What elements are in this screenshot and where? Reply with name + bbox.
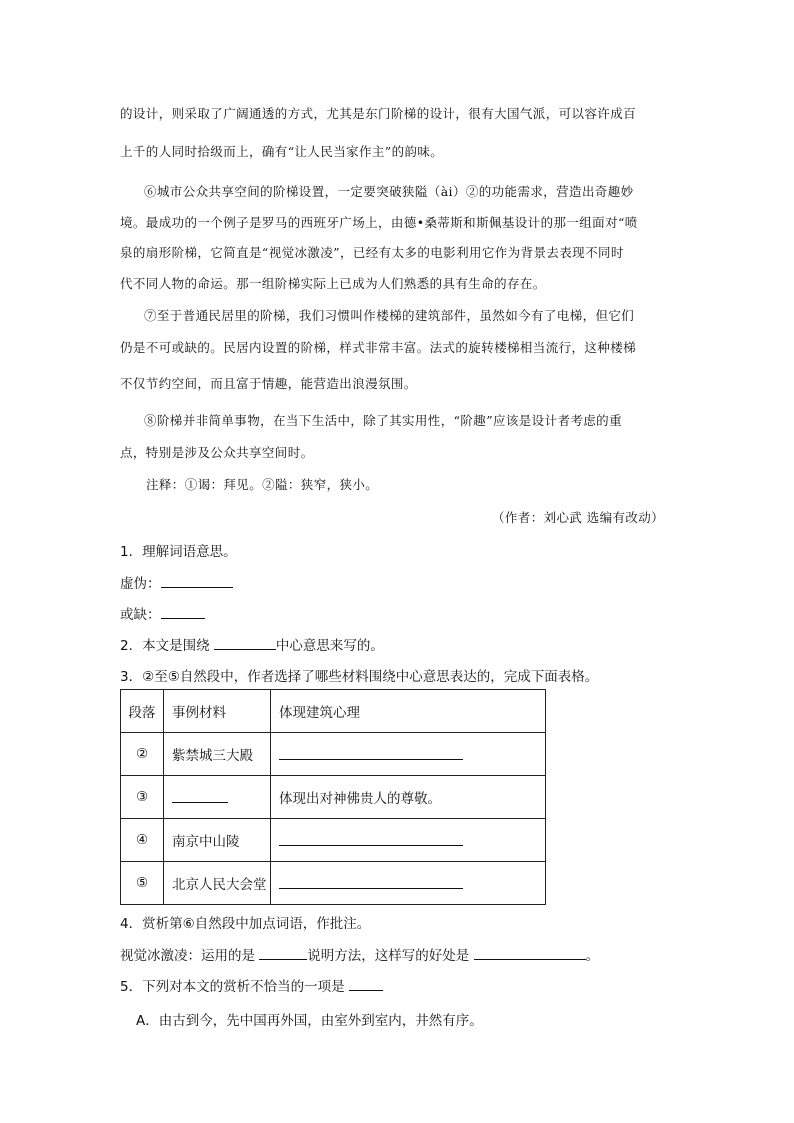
header-psychology: 体现建筑心理 xyxy=(271,690,546,733)
passage-line: 境。最成功的一个例子是罗马的西班牙广场上，由德•桑蒂斯和斯佩基设计的那一组面对“喷 xyxy=(120,215,638,230)
author-credit: （作者：刘心武 选编有改动） xyxy=(492,510,665,525)
paragraph-cell xyxy=(121,733,164,776)
q1a-label: 虚伪： xyxy=(120,576,161,592)
header-paragraph: 段落 xyxy=(121,690,164,733)
passage-line: 仍是不可或缺的。民居内设置的阶梯，样式非常丰富。法式的旋转楼梯相当流行，这种楼梯 xyxy=(120,340,637,355)
q3-circle-2: ② xyxy=(142,669,155,685)
passage-line: ⑧阶梯并非简单事物，在当下生活中，除了其实用性，“阶趣”应该是设计者考虑的重 xyxy=(144,413,622,428)
question-4-line xyxy=(120,944,599,964)
q5-label: 5．下列对本文的赏析不恰当的一项是 xyxy=(120,979,345,995)
passage-line: 点，特别是涉及公众共享空间时。 xyxy=(120,445,314,460)
header-material: 事例材料 xyxy=(164,690,271,733)
table-row xyxy=(121,862,546,905)
question-2 xyxy=(120,634,384,654)
psych-cell[interactable] xyxy=(271,733,546,776)
passage-line: 代不同人物的命运。那一组阶梯实际上已成为人们熟悉的具有生命的存在。 xyxy=(120,276,546,291)
q1b-label: 或缺： xyxy=(120,607,161,623)
q4-circle-6: ⑥ xyxy=(182,916,195,932)
question-4 xyxy=(120,912,370,932)
paragraph-number: ⑤ xyxy=(135,875,149,891)
table-row xyxy=(121,819,546,862)
q4-line-a: 视觉冰激凌：运用的是 xyxy=(120,948,255,964)
answer-blank[interactable] xyxy=(279,831,463,846)
paragraph-number: ④ xyxy=(135,832,149,848)
table-row xyxy=(121,776,546,819)
answer-blank[interactable] xyxy=(279,874,463,889)
material-cell: 南京中山陵 xyxy=(164,819,271,862)
passage-line: 不仅节约空间，而且富于情趣，能营造出浪漫氛围。 xyxy=(120,376,417,391)
question-5-option-a[interactable]: A．由古到今，先中国再外国，由室外到室内，井然有序。 xyxy=(136,1013,483,1029)
passage-line: ⑥城市公众共享空间的阶梯设置，一定要突破狭隘（ài）②的功能需求，营造出奇趣妙 xyxy=(144,184,634,199)
passage-line: 的设计，则采取了广阔通透的方式，尤其是东门阶梯的设计，很有大国气派，可以容许成百 xyxy=(120,106,637,121)
psych-cell: 体现出对神佛贵人的尊敬。 xyxy=(271,776,546,819)
answer-blank[interactable] xyxy=(161,606,205,619)
q2-pre: 2．本文是围绕 xyxy=(120,638,210,654)
passage-line: ⑦至于普通民居里的阶梯，我们习惯叫作楼梯的建筑部件，虽然如今有了电梯，但它们 xyxy=(144,308,635,323)
passage-line: 上千的人同时拾级而上，确有“让人民当家作主”的韵味。 xyxy=(120,144,444,159)
answer-blank[interactable] xyxy=(172,788,228,803)
answer-blank[interactable] xyxy=(474,947,586,960)
paragraph-cell xyxy=(121,862,164,905)
answer-blank[interactable] xyxy=(279,745,463,760)
material-cell: 北京人民大会堂 xyxy=(164,862,271,905)
q2-post: 中心意思来写的。 xyxy=(275,638,384,654)
psych-cell[interactable] xyxy=(271,862,546,905)
question-5 xyxy=(120,975,383,995)
q4-line-b: 说明方法，这样写的好处是 xyxy=(307,948,470,964)
q4-line-c: 。 xyxy=(585,948,600,964)
q3-mid: 至 xyxy=(154,669,168,685)
q3-pre: 3． xyxy=(120,669,143,685)
paragraph-number: ② xyxy=(135,746,149,762)
paragraph-number: ③ xyxy=(135,789,149,805)
table-header-row xyxy=(121,690,546,733)
q3-post: 自然段中，作者选择了哪些材料围绕中心意思表达的，完成下面表格。 xyxy=(179,669,599,685)
q3-circle-5: ⑤ xyxy=(167,669,180,685)
answer-blank[interactable] xyxy=(349,978,383,991)
answer-blank[interactable] xyxy=(214,637,276,650)
question-3 xyxy=(120,665,598,685)
answer-blank[interactable] xyxy=(161,575,233,588)
q4-pre: 4．赏析第 xyxy=(120,916,183,932)
question-1a xyxy=(120,572,233,592)
paragraph-cell xyxy=(121,776,164,819)
psych-cell[interactable] xyxy=(271,819,546,862)
question-1b xyxy=(120,603,205,623)
material-cell: 紫禁城三大殿 xyxy=(164,733,271,776)
q4-post: 自然段中加点词语，作批注。 xyxy=(194,916,371,932)
answer-table xyxy=(120,689,546,905)
question-1: 1．理解词语意思。 xyxy=(120,544,237,560)
paragraph-cell xyxy=(121,819,164,862)
table-row xyxy=(121,733,546,776)
material-cell[interactable] xyxy=(164,776,271,819)
annotation-note: 注释：①谒：拜见。②隘：狭窄，狭小。 xyxy=(146,477,379,492)
passage-line: 泉的扇形阶梯，它简直是“视觉冰激凌”，已经有太多的电影利用它作为背景去表现不同时 xyxy=(120,245,624,260)
answer-blank[interactable] xyxy=(259,947,307,960)
